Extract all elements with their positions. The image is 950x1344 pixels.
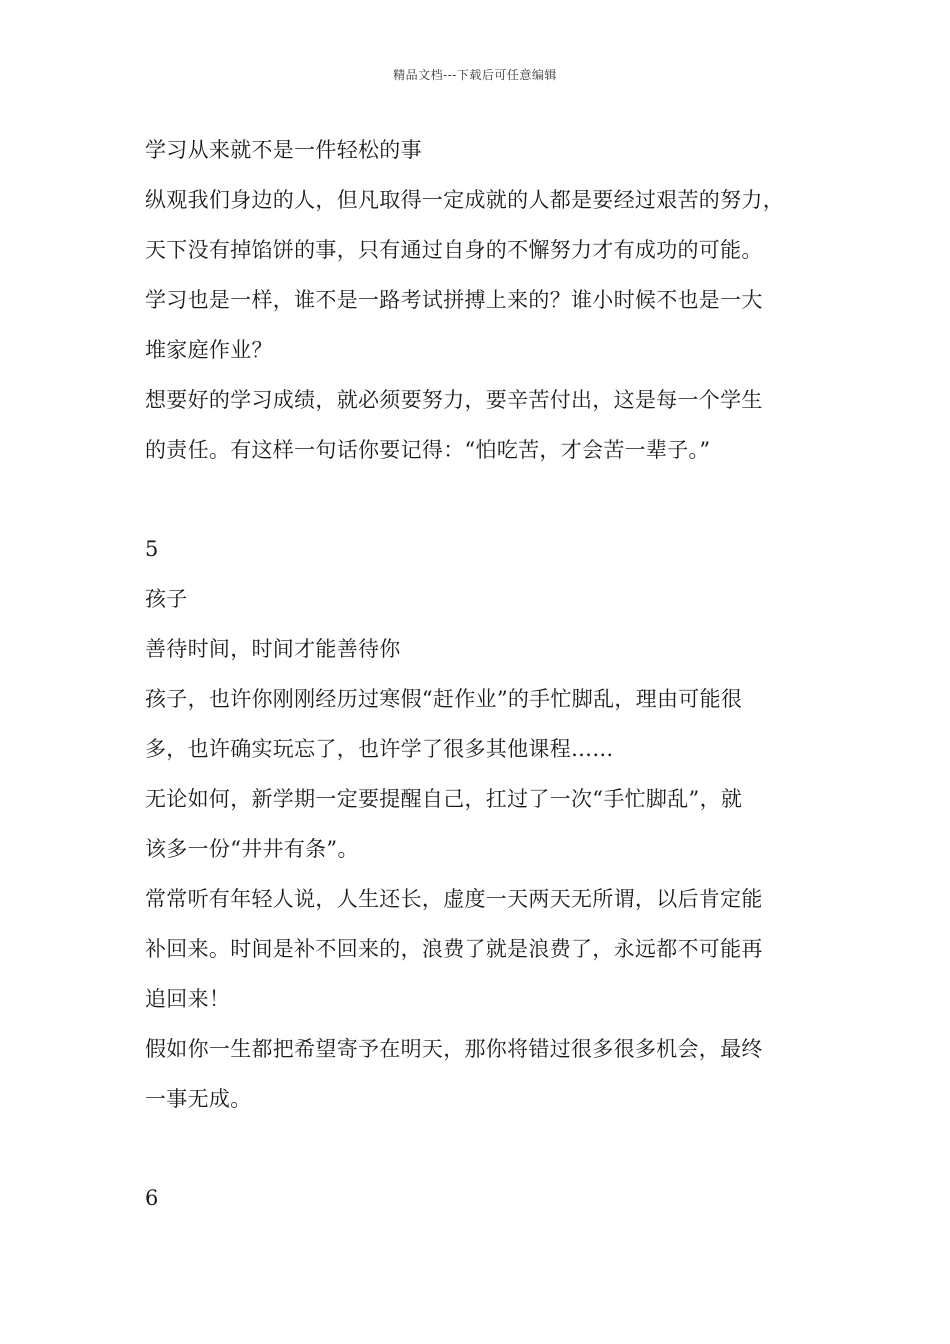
text-line: 常常听有年轻人说，人生还长，虚度一天两天无所谓，以后肯定能 [145,887,763,911]
text-line: 该多一份“井井有条”。 [145,837,359,861]
text-line: 多，也许确实玩忘了，也许学了很多其他课程…… [145,737,614,761]
text-line: 想要好的学习成绩，就必须要努力，要辛苦付出，这是每一个学生 [145,388,763,412]
text-line: 补回来。时间是补不回来的，浪费了就是浪费了，永远都不可能再 [145,937,763,961]
text-line: 无论如何，新学期一定要提醒自己，扛过了一次“手忙脚乱”，就 [145,787,743,811]
text-line: 善待时间，时间才能善待你 [145,637,401,661]
text-line: 一事无成。 [145,1087,252,1111]
text-line: 孩子 [145,587,188,611]
text-line: 天下没有掉馅饼的事，只有通过自身的不懈努力才有成功的可能。 [145,238,763,262]
page-header: 精品文档---下载后可任意编辑 [393,68,557,82]
section-number: 5 [145,537,159,561]
text-line: 的责任。有这样一句话你要记得：“怕吃苦，才会苦一辈子。” [145,438,711,462]
text-line: 堆家庭作业？ [145,338,273,362]
text-line: 孩子，也许你刚刚经历过寒假“赶作业”的手忙脚乱，理由可能很 [145,687,743,711]
text-line: 追回来！ [145,987,231,1011]
text-line: 学习也是一样，谁不是一路考试拼搏上来的？谁小时候不也是一大 [145,288,763,312]
text-line: 纵观我们身边的人，但凡取得一定成就的人都是要经过艰苦的努力， [145,188,784,212]
text-line: 假如你一生都把希望寄予在明天，那你将错过很多很多机会，最终 [145,1037,763,1061]
text-line: 学习从来就不是一件轻松的事 [145,138,422,162]
section-number: 6 [145,1186,159,1210]
